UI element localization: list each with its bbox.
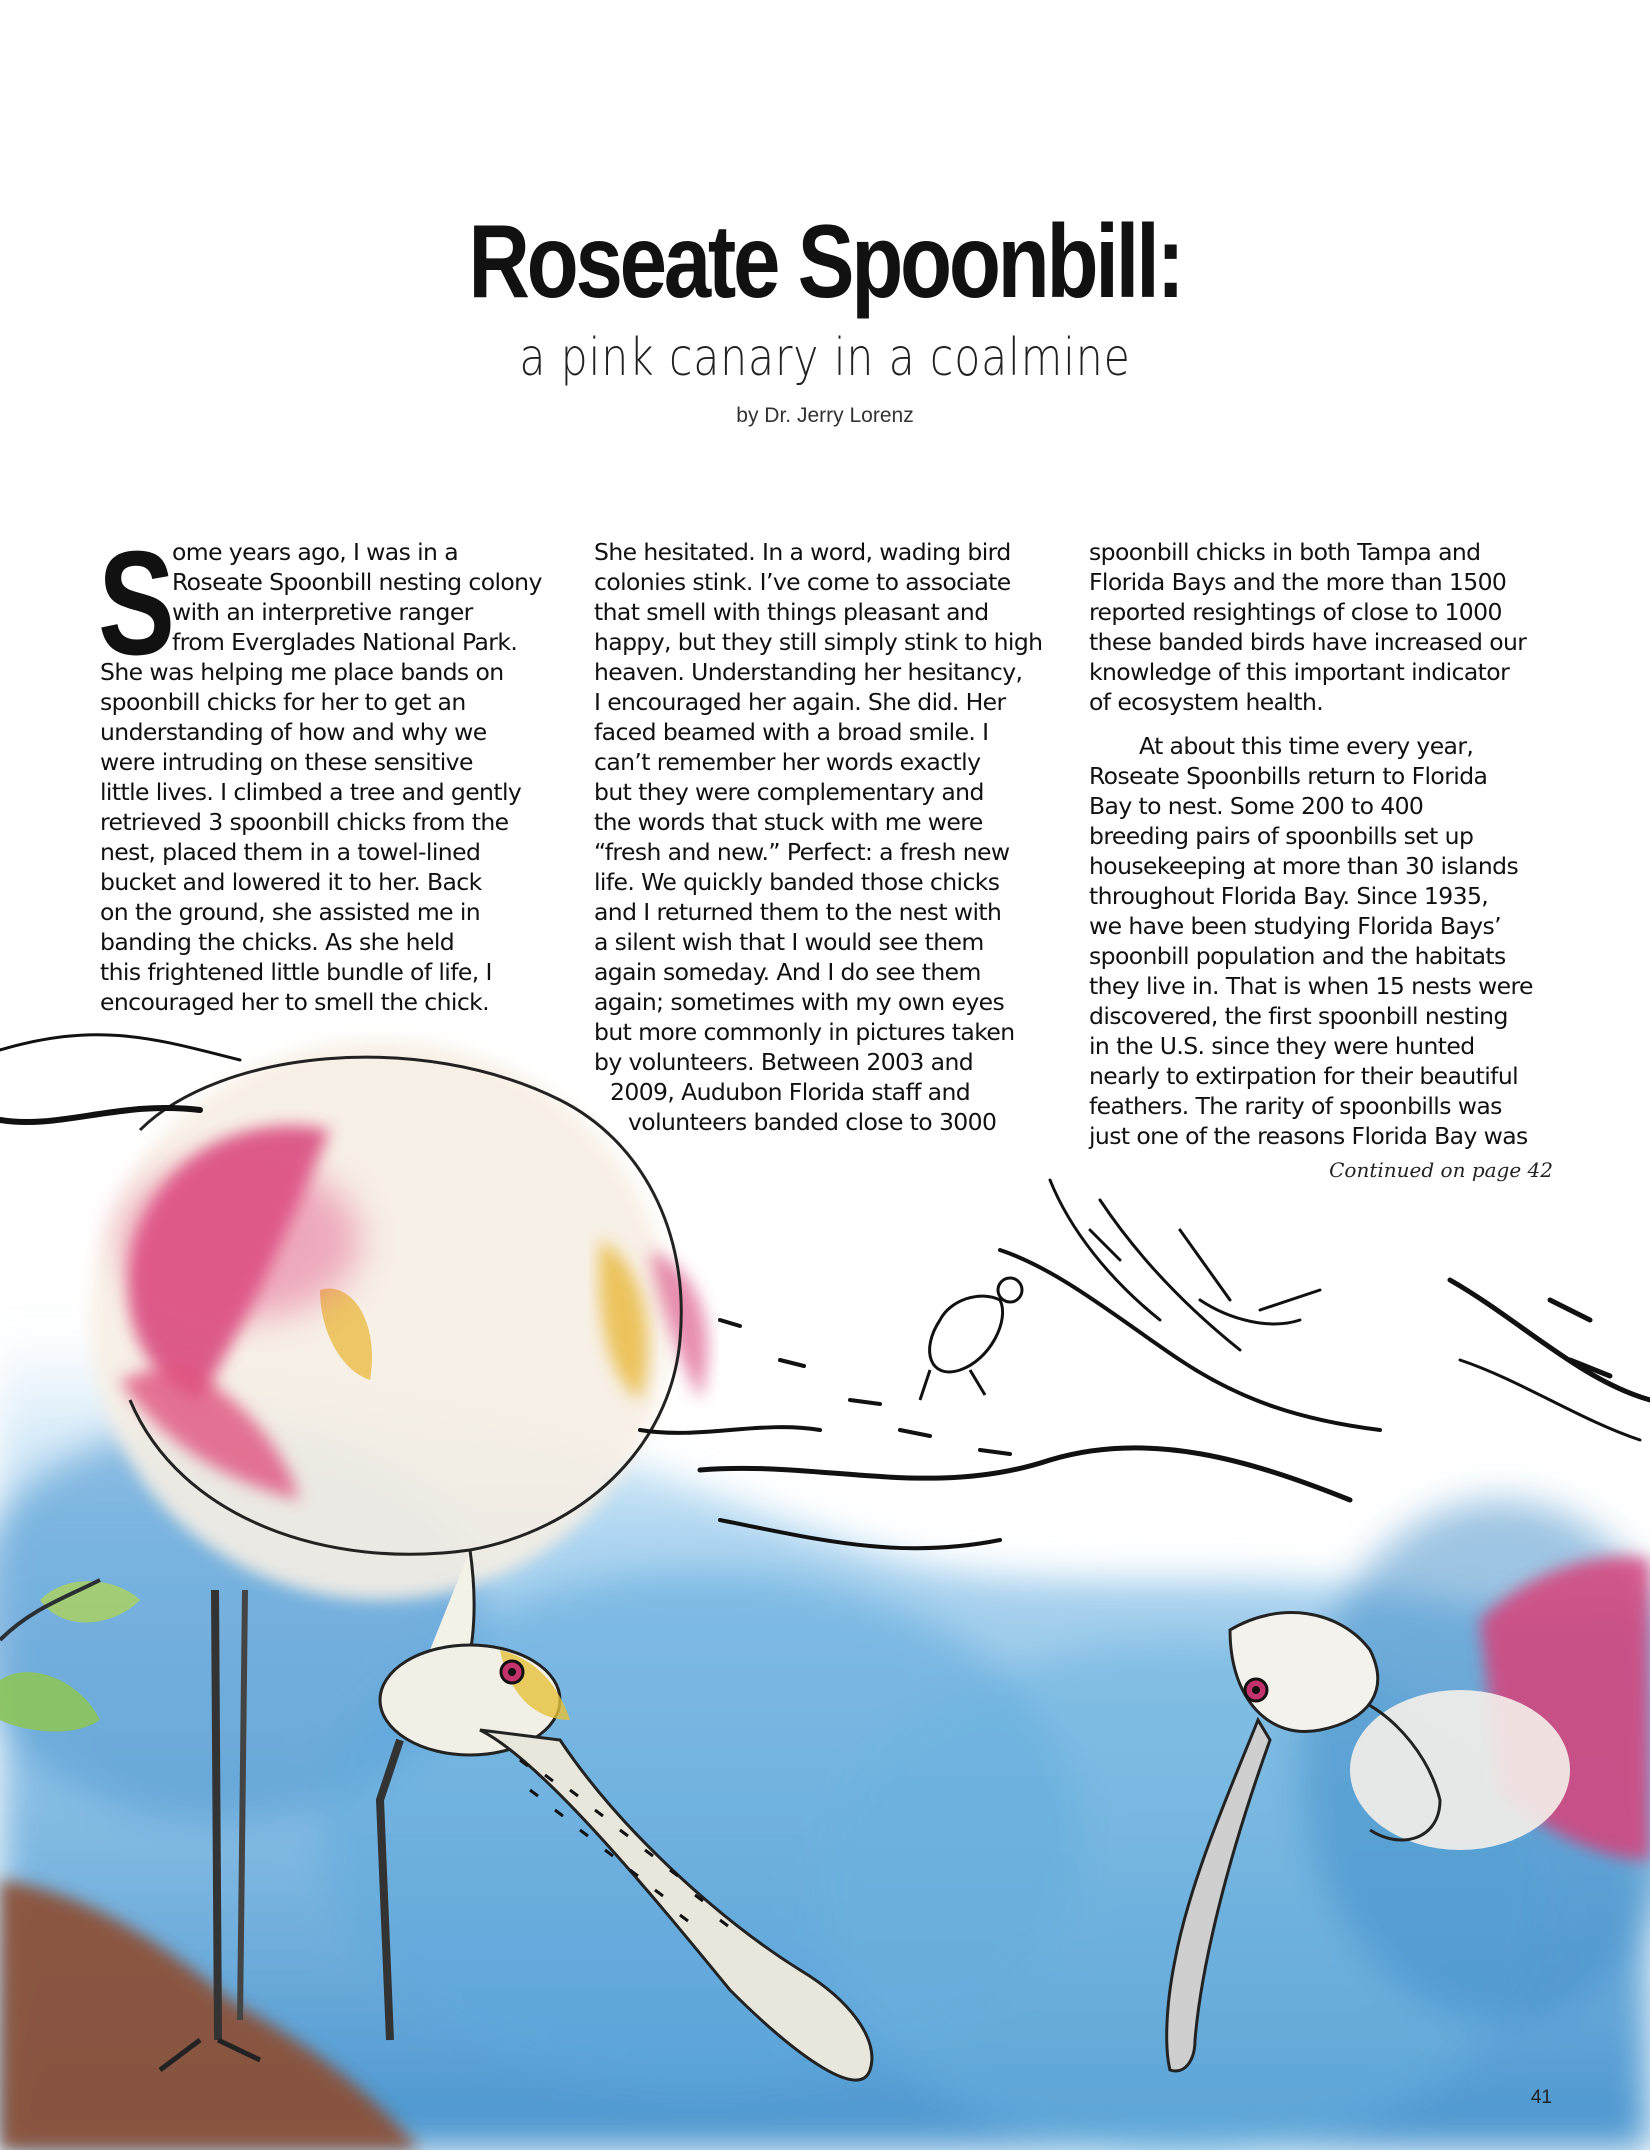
text-line: heaven. Understanding her hesitancy, (594, 658, 1023, 686)
text-line: Florida Bays and the more than 1500 (1089, 568, 1507, 596)
text-line: spoonbill population and the habitats (1089, 942, 1506, 970)
climber-figure (920, 1278, 1022, 1400)
text-line: a silent wish that I would see them (594, 928, 984, 956)
text-line: on the ground, she assisted me in (100, 898, 481, 926)
text-line: breeding pairs of spoonbills set up (1089, 822, 1474, 850)
text-line: again; sometimes with my own eyes (594, 988, 1005, 1016)
text-line: this frightened little bundle of life, I (100, 958, 492, 986)
text-line: banding the chicks. As she held (100, 928, 455, 956)
text-line: but they were complementary and (594, 778, 984, 806)
text-line: nearly to extirpation for their beautiful (1089, 1062, 1519, 1090)
article-subtitle: a pink canary in a coalmine (519, 328, 1131, 388)
text-line: She hesitated. In a word, wading bird (594, 538, 1011, 566)
text-line: but more commonly in pictures taken (594, 1018, 1015, 1046)
text-line: “fresh and new.” Perfect: a fresh new (594, 838, 1010, 866)
text-line: Bay to nest. Some 200 to 400 (1089, 792, 1424, 820)
text-line: that smell with things pleasant and (594, 598, 989, 626)
text-line: volunteers banded close to 3000 (628, 1108, 997, 1136)
text-line: 2009, Audubon Florida staff and (610, 1078, 971, 1106)
text-line: by volunteers. Between 2003 and (594, 1048, 974, 1076)
column-1 (100, 537, 560, 1017)
text-line: encouraged her to smell the chick. (100, 988, 490, 1016)
text-line: with an interpretive ranger (172, 598, 473, 626)
text-line: understanding of how and why we (100, 718, 487, 746)
text-line: nest, placed them in a towel-lined (100, 838, 481, 866)
text-line: from Everglades National Park. (172, 628, 518, 656)
text-line: Roseate Spoonbills return to Florida (1089, 762, 1488, 790)
text-line: She was helping me place bands on (100, 658, 504, 686)
text-line: feathers. The rarity of spoonbills was (1089, 1092, 1502, 1120)
text-line: discovered, the first spoonbill nesting (1089, 1002, 1508, 1030)
text-line: knowledge of this important indicator (1089, 658, 1510, 686)
column-2 (594, 537, 1064, 1137)
text-line: throughout Florida Bay. Since 1935, (1089, 882, 1489, 910)
text-line: bucket and lowered it to her. Back (100, 868, 482, 896)
text-line: again someday. And I do see them (594, 958, 981, 986)
text-line: happy, but they still simply stink to high (594, 628, 1043, 656)
text-line: reported resightings of close to 1000 (1089, 598, 1502, 626)
text-line: were intruding on these sensitive (100, 748, 473, 776)
paragraph (100, 537, 560, 1017)
text-line: colonies stink. I’ve come to associate (594, 568, 1011, 596)
text-line: little lives. I climbed a tree and gently (100, 778, 522, 806)
paragraph (1089, 537, 1559, 717)
article-title: Roseate Spoonbill: (468, 204, 1182, 320)
text-line: retrieved 3 spoonbill chicks from the (100, 808, 509, 836)
text-line: I encouraged her again. She did. Her (594, 688, 1006, 716)
text-line: just one of the reasons Florida Bay was (1089, 1122, 1528, 1150)
text-line: we have been studying Florida Bays’ (1089, 912, 1502, 940)
text-line: of ecosystem health. (1089, 688, 1324, 716)
text-line: life. We quickly banded those chicks (594, 868, 1000, 896)
text-line: can’t remember her words exactly (594, 748, 981, 776)
text-line: and I returned them to the nest with (594, 898, 1002, 926)
text-line: these banded birds have increased our (1089, 628, 1527, 656)
text-line: Roseate Spoonbill nesting colony (172, 568, 542, 596)
text-line: in the U.S. since they were hunted (1089, 1032, 1475, 1060)
text-line: the words that stuck with me were (594, 808, 983, 836)
paragraph (594, 537, 1064, 1137)
byline: by Dr. Jerry Lorenz (736, 404, 914, 427)
continued-note: Continued on page 42 (1329, 1158, 1553, 1182)
page-number: 41 (1530, 2087, 1552, 2108)
text-line: spoonbill chicks in both Tampa and (1089, 538, 1481, 566)
text-line: spoonbill chicks for her to get an (100, 688, 466, 716)
text-line: faced beamed with a broad smile. I (594, 718, 989, 746)
text-line: housekeeping at more than 30 islands (1089, 852, 1519, 880)
column-3 (1089, 537, 1559, 1151)
drop-cap: S (98, 521, 176, 686)
text-line: ome years ago, I was in a (172, 538, 459, 566)
text-line: they live in. That is when 15 nests were (1089, 972, 1533, 1000)
text-line: At about this time every year, (1139, 732, 1474, 760)
paragraph (1089, 731, 1559, 1151)
